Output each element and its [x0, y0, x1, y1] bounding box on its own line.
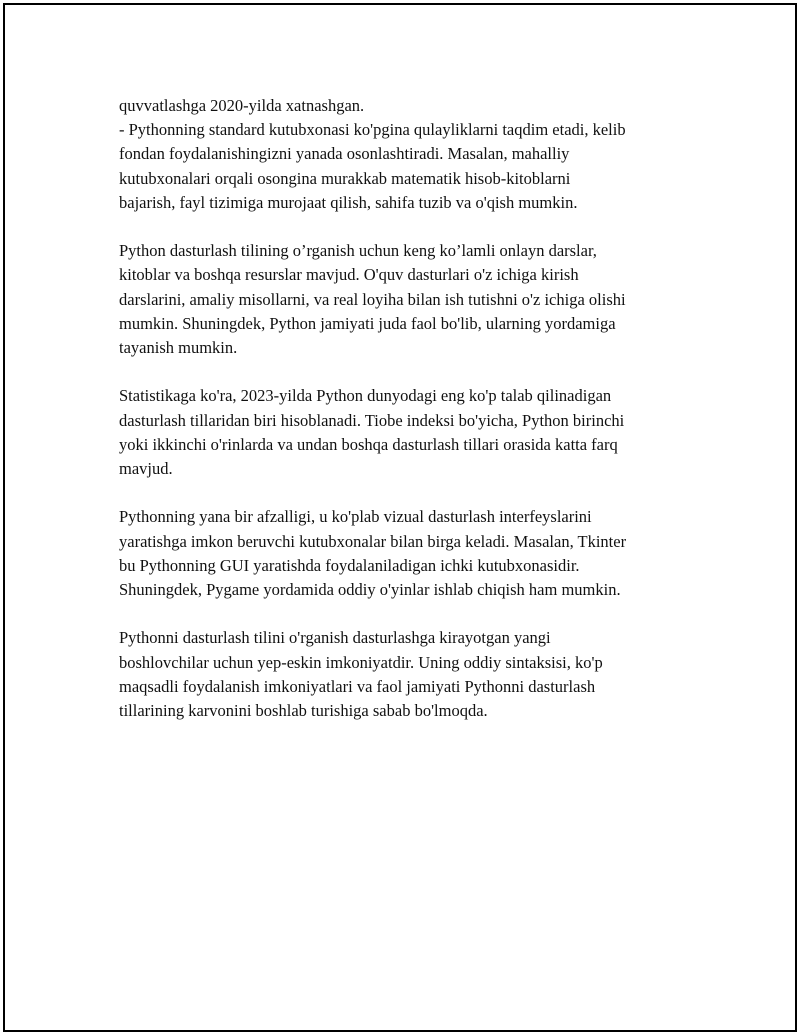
document-page	[3, 3, 797, 1032]
document-body	[119, 94, 699, 747]
paragraph-1: quvvatlashga 2020-yilda xatnashgan. - Pythonning standard kutubxonasi ko'pgina qulayliklarni taqdim etadi, kelib fondan foydalanishingizni yanada osonlashtiradi. Masalan, mahalliy kutubxonalari orqali osongina murakkab matematik hisob-kitoblarni bajarish, fayl tizimiga murojaat qilish, sahifa tuzib va o'qish mumkin.	[119, 96, 626, 212]
paragraph-3: Statistikaga ko'ra, 2023-yilda Python dunyodagi eng ko'p talab qilinadigan dasturlash tillaridan biri hisoblanadi. Tiobe indeksi bo'yicha, Python birinchi yoki ikkinchi o'rinlarda va undan boshqa dasturlash tillari orasida katta farq mavjud.	[119, 386, 625, 479]
paragraph-5: Pythonni dasturlash tilini o'rganish dasturlashga kirayotgan yangi boshlovchilar uchun yep-eskin imkoniyatdir. Uning oddiy sintaksisi, ko'p maqsadli foydalanish imkoniyatlari va faol jamiyati Pythonni dasturlash tillarining karvonini boshlab turishiga sabab bo'lmoqda.	[119, 628, 603, 721]
paragraph-2: Python dasturlash tilining o’rganish uchun keng ko’lamli onlayn darslar, kitoblar va boshqa resurslar mavjud. O'quv dasturlari o'z ichiga kirish darslarini, amaliy misollarni, va real loyiha bilan ish tutishni o'z ichiga olishi mumkin. Shuningdek, Python jamiyati juda faol bo'lib, ularning yordamiga tayanish mumkin.	[119, 241, 626, 358]
paragraph-4: Pythonning yana bir afzalligi, u ko'plab vizual dasturlash interfeyslarini yaratishga imkon beruvchi kutubxonalar bilan birga keladi. Masalan, Tkinter bu Pythonning GUI yaratishda foydalaniladigan ichki kutubxonasidir. Shuningdek, Pygame yordamida oddiy o'yinlar ishlab chiqish ham mumkin.	[119, 507, 627, 600]
